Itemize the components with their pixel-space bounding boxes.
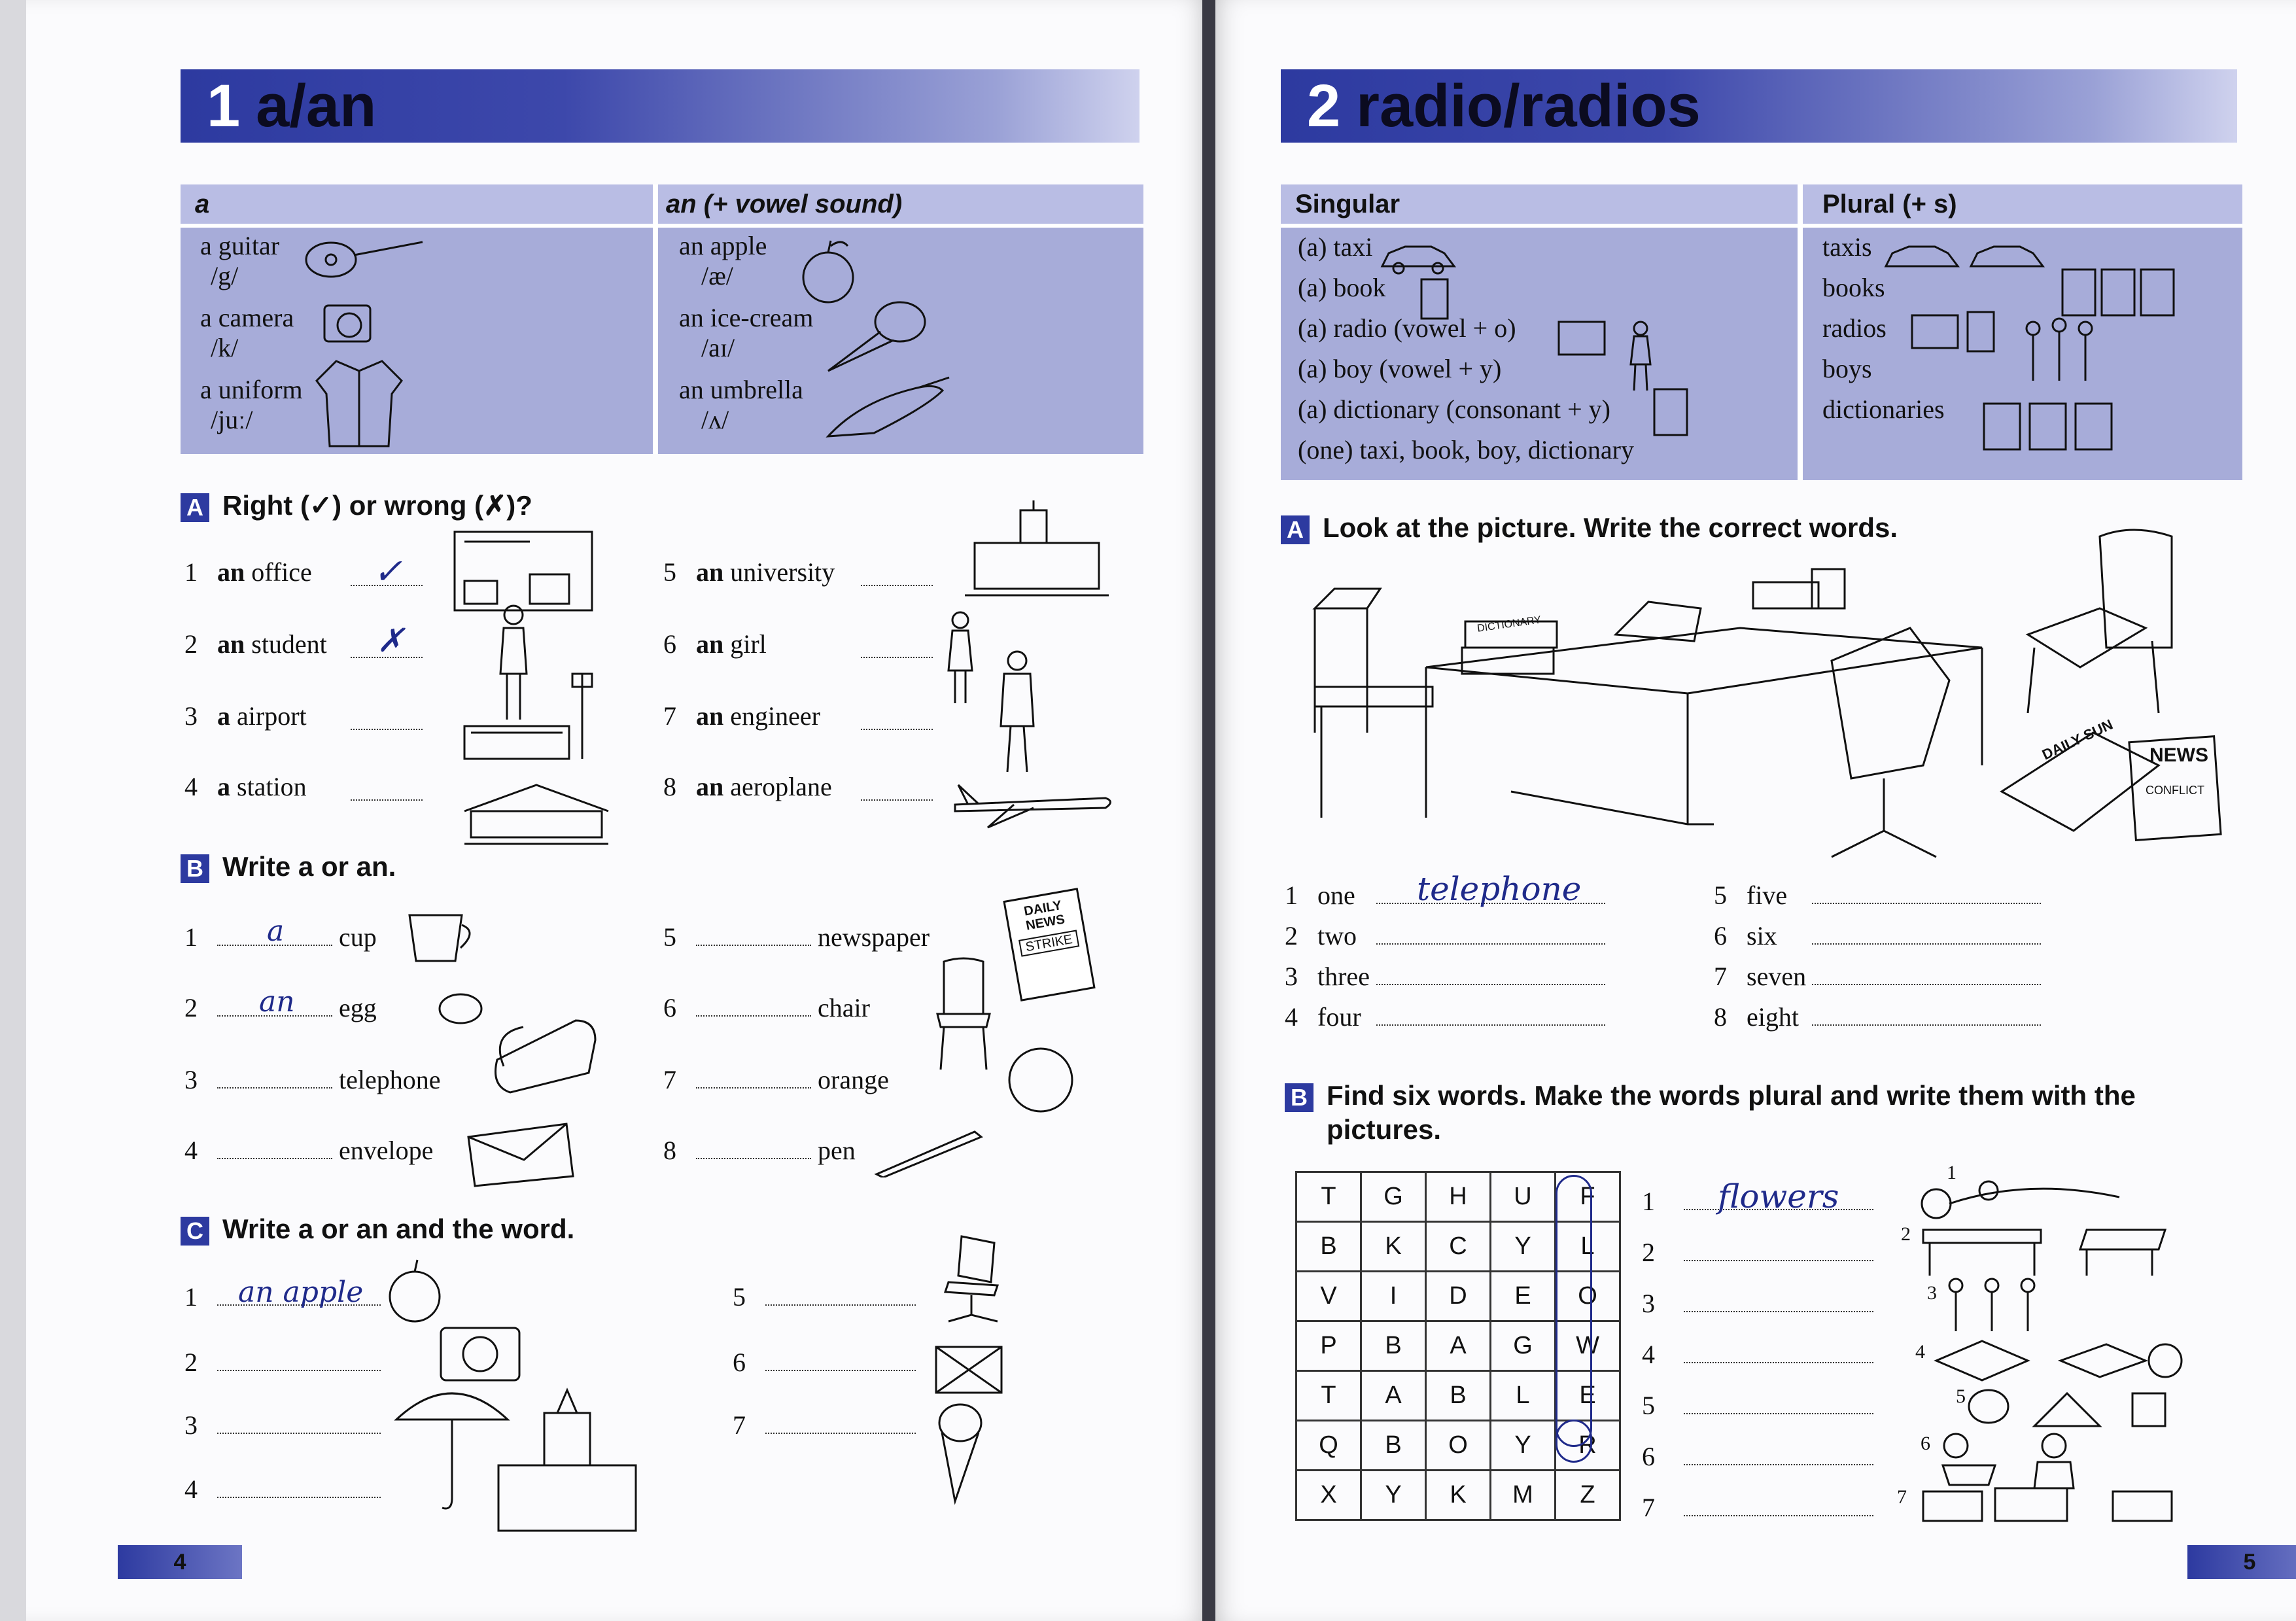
item-word: telephone <box>339 1065 441 1094</box>
taxis-picture <box>1883 237 2053 276</box>
singular-row-3: (a) radio (vowel + o) <box>1298 313 1516 343</box>
item-word: one <box>1317 880 1355 910</box>
grid-cell[interactable]: B <box>1361 1421 1426 1471</box>
item-word: four <box>1317 1002 1361 1032</box>
answer-blank-b4[interactable] <box>217 1136 332 1159</box>
exercise-a-item-7 <box>663 701 820 731</box>
item-number: 2 <box>184 993 198 1022</box>
grid-cell[interactable]: F <box>1556 1172 1620 1222</box>
item-number: 5 <box>1714 880 1727 910</box>
col-an-header: an (+ vowel sound) <box>666 190 903 218</box>
exercise-b-item-4 <box>184 1136 433 1166</box>
item-number: 2 <box>1285 921 1298 950</box>
ice-cream-picture <box>822 296 933 374</box>
videos-picture <box>1917 1485 2178 1531</box>
singular-row-1: (a) taxi <box>1298 232 1373 262</box>
item-article: an <box>217 629 245 659</box>
exercise-a-item-6 <box>663 629 767 659</box>
grid-cell[interactable]: O <box>1556 1272 1620 1321</box>
grid-cell[interactable]: W <box>1556 1321 1620 1371</box>
unit-title: a/an <box>256 73 377 139</box>
egg-picture <box>434 989 487 1028</box>
section-b-title: Write a or an. <box>222 851 396 882</box>
col-an-phon-1: /æ/ <box>701 261 733 290</box>
exercise-a-item-1 <box>184 557 312 587</box>
item-number: 3 <box>1642 1289 1655 1318</box>
grid-cell[interactable]: L <box>1491 1371 1556 1421</box>
item-number: 2 <box>1642 1238 1655 1267</box>
dictionary-spine-label: DICTIONARY <box>1476 614 1542 635</box>
item-word: envelope <box>339 1136 434 1165</box>
grid-cell[interactable]: P <box>1296 1321 1361 1371</box>
singular-row-2: (a) book <box>1298 273 1386 302</box>
picture-number: 3 <box>1927 1282 1937 1304</box>
answer-blank-rb[interactable] <box>1684 1493 1873 1516</box>
exercise-a-item-8 <box>663 772 832 802</box>
grid-cell[interactable]: T <box>1296 1371 1361 1421</box>
exercise-b-item-3 <box>184 1065 441 1095</box>
section-a-badge: A <box>181 493 209 522</box>
item-number: 6 <box>1642 1442 1655 1471</box>
radios-boys-picture <box>1909 309 2105 387</box>
answer-blank-ra7[interactable] <box>1812 962 2041 985</box>
item-word: girl <box>730 629 767 659</box>
section-b-title-line1: Find six words. Make the words plural and write them with the <box>1327 1080 2136 1111</box>
conflict-label: CONFLICT <box>2146 784 2204 797</box>
item-word: airport <box>237 701 307 731</box>
exercise-b-right-item <box>1642 1442 1873 1472</box>
item-number: 4 <box>184 1474 198 1504</box>
answer-blank-ra8[interactable] <box>1812 1002 2041 1026</box>
item-article: a <box>217 772 230 801</box>
item-word: three <box>1317 962 1370 991</box>
exercise-b-right-item <box>1642 1340 1873 1370</box>
column-divider <box>653 184 658 454</box>
plural-row-5: dictionaries <box>1822 394 1945 424</box>
item-article: an <box>696 772 724 801</box>
section-b-heading-right <box>1285 1079 2136 1112</box>
answer-blank-rb[interactable] <box>1684 1442 1873 1465</box>
unit-1-title-band <box>181 69 1139 143</box>
item-number: 8 <box>1714 1002 1727 1032</box>
answer-blank-a6[interactable] <box>861 635 933 658</box>
col-a-phon-3: /juː/ <box>211 405 253 434</box>
cup-picture <box>403 905 481 971</box>
unit-number: 2 <box>1307 73 1341 139</box>
item-number: 7 <box>733 1410 746 1440</box>
grid-cell[interactable]: B <box>1361 1321 1426 1371</box>
handwritten-answer-ra1: telephone <box>1417 870 1582 908</box>
grid-cell[interactable]: A <box>1426 1321 1491 1371</box>
university-picture <box>962 497 1112 608</box>
col-a-phon-1: /g/ <box>211 261 239 290</box>
item-word: pen <box>818 1136 856 1165</box>
chair-picture <box>928 955 1000 1073</box>
item-word: university <box>730 557 835 587</box>
grid-cell[interactable]: L <box>1556 1222 1620 1272</box>
office-picture <box>451 529 595 614</box>
col-an-phon-2: /aɪ/ <box>701 333 735 362</box>
exercise-a-item-5 <box>663 557 835 587</box>
answer-blank-rb[interactable] <box>1684 1391 1873 1414</box>
section-b-heading <box>181 850 396 883</box>
grid-cell[interactable]: U <box>1491 1172 1556 1222</box>
grid-cell[interactable]: Z <box>1556 1471 1620 1520</box>
plural-row-4: boys <box>1822 354 1872 383</box>
page-number-left: 4 <box>118 1545 242 1579</box>
section-b-badge-right: B <box>1285 1083 1313 1112</box>
exercise-a-item-2 <box>184 629 327 659</box>
grammar-box-header <box>181 184 1143 228</box>
picture-number: 5 <box>1956 1386 1966 1407</box>
newspaper-masthead: DAILY NEWS <box>1022 898 1066 933</box>
picture-number: 4 <box>1915 1341 1925 1363</box>
cross-mark: ✗ <box>377 621 404 659</box>
exercise-c-item-3 <box>184 1410 381 1440</box>
handwritten-answer-b1: a <box>267 915 285 948</box>
grid-cell[interactable]: B <box>1426 1371 1491 1421</box>
exercise-a-right-item-6 <box>1714 921 2041 951</box>
unit-number: 1 <box>207 73 241 139</box>
answer-blank-ra5[interactable] <box>1812 880 2041 904</box>
umbrella-picture <box>822 374 952 446</box>
answer-blank-ra3[interactable] <box>1376 962 1605 985</box>
book-picture <box>1418 276 1451 322</box>
grid-cell[interactable]: I <box>1361 1272 1426 1321</box>
unit-title: radio/radios <box>1356 73 1701 139</box>
exercise-a-right-item-8 <box>1714 1002 2041 1032</box>
guitar-picture <box>298 230 429 283</box>
picture-number: 1 <box>1947 1162 1957 1183</box>
grid-cell[interactable]: V <box>1296 1272 1361 1321</box>
item-number: 3 <box>184 1065 198 1094</box>
section-a-title-right: Look at the picture. Write the correct words. <box>1323 512 1898 543</box>
answer-blank-c5[interactable] <box>765 1282 916 1306</box>
section-a-badge-right: A <box>1281 515 1310 544</box>
grid-cell[interactable]: B <box>1296 1222 1361 1272</box>
plural-row-2: books <box>1822 273 1885 302</box>
col-a-header: a <box>195 190 210 218</box>
exercise-a-right-item-3 <box>1285 962 1605 992</box>
grid-cell[interactable]: X <box>1296 1471 1361 1520</box>
university-picture-c <box>492 1387 642 1537</box>
item-number: 6 <box>663 993 676 1022</box>
answer-blank-c2[interactable] <box>217 1348 381 1371</box>
item-number: 4 <box>184 772 198 801</box>
item-word: newspaper <box>818 922 930 952</box>
exercise-b-right-item <box>1642 1391 1873 1421</box>
item-article: a <box>217 701 230 731</box>
answer-blank-rb[interactable] <box>1684 1289 1873 1312</box>
exercise-b-right-item <box>1642 1238 1873 1268</box>
item-article: an <box>696 557 724 587</box>
item-article: an <box>696 629 724 659</box>
ice-cream-picture-c <box>934 1400 986 1505</box>
dictionary-picture <box>1651 386 1690 438</box>
item-word: egg <box>339 993 377 1022</box>
exercise-c-item-7 <box>733 1410 916 1440</box>
picture-number: 6 <box>1921 1433 1930 1454</box>
item-number: 7 <box>1714 962 1727 991</box>
item-number: 3 <box>184 701 198 731</box>
exercise-b-item-8 <box>663 1136 856 1166</box>
item-number: 5 <box>733 1282 746 1312</box>
exercise-c-item-5 <box>733 1282 916 1312</box>
singular-row-6: (one) taxi, book, boy, dictionary <box>1298 435 1634 464</box>
item-word: two <box>1317 921 1357 950</box>
item-number: 4 <box>1285 1002 1298 1032</box>
news-label: NEWS <box>2149 744 2208 766</box>
item-number: 1 <box>184 557 198 587</box>
item-number: 7 <box>663 701 676 731</box>
grid-cell[interactable]: Y <box>1361 1471 1426 1520</box>
item-number: 3 <box>184 1410 198 1440</box>
item-number: 4 <box>184 1136 198 1165</box>
airport-picture <box>458 667 608 765</box>
item-word: station <box>237 772 307 801</box>
item-number: 2 <box>184 1348 198 1377</box>
singular-row-4: (a) boy (vowel + y) <box>1298 354 1502 383</box>
exercise-c-item-6 <box>733 1348 916 1378</box>
section-c-heading <box>181 1213 574 1246</box>
daily-sun-label: DAILY SUN <box>2039 716 2115 763</box>
grid-cell[interactable]: K <box>1361 1222 1426 1272</box>
singular-header: Singular <box>1295 190 1400 218</box>
grammar-box-plural <box>1281 184 2242 480</box>
column-divider <box>1798 184 1803 480</box>
engineer-picture <box>988 648 1047 778</box>
item-number: 8 <box>663 1136 676 1165</box>
item-word: eight <box>1747 1002 1799 1032</box>
grid-cell[interactable]: A <box>1361 1371 1426 1421</box>
word-circle-r <box>1556 1420 1592 1463</box>
exercise-a-item-4 <box>184 772 307 802</box>
col-a-word-1: a guitar <box>200 231 280 260</box>
item-number: 6 <box>733 1348 746 1377</box>
item-word: seven <box>1747 962 1807 991</box>
answer-blank-a3[interactable] <box>351 706 423 730</box>
answer-blank-c4[interactable] <box>217 1474 381 1498</box>
picture-number: 2 <box>1901 1223 1911 1245</box>
item-word: chair <box>818 993 870 1022</box>
plural-row-3: radios <box>1822 313 1887 343</box>
item-word: cup <box>339 922 377 952</box>
tables-picture <box>1917 1223 2178 1282</box>
grammar-box-a-an <box>181 184 1143 454</box>
item-number: 5 <box>663 922 676 952</box>
boys-picture <box>1943 1276 2047 1334</box>
singular-row-5: (a) dictionary (consonant + y) <box>1298 394 1610 424</box>
dictionaries-picture <box>1981 400 2125 453</box>
telephone-picture <box>484 1007 602 1099</box>
item-number: 2 <box>184 629 198 659</box>
envelope-picture <box>462 1117 580 1189</box>
exercise-a-item-3 <box>184 701 307 731</box>
page-number-right: 5 <box>2187 1545 2296 1579</box>
item-number: 6 <box>663 629 676 659</box>
item-word: student <box>251 629 327 659</box>
item-number: 5 <box>1642 1391 1655 1420</box>
item-number: 8 <box>663 772 676 801</box>
grid-cell[interactable]: E <box>1556 1371 1620 1421</box>
taxi-picture <box>1379 237 1457 276</box>
answer-blank-b3[interactable] <box>217 1065 332 1089</box>
answer-blank-ra4[interactable] <box>1376 1002 1605 1026</box>
item-word: six <box>1747 921 1777 950</box>
answer-blank-a4[interactable] <box>351 777 423 801</box>
handwritten-answer-b2: an <box>259 985 295 1019</box>
exercise-a-right-item-5 <box>1714 880 2041 911</box>
camera-picture <box>318 296 383 355</box>
office-chair-picture <box>935 1230 1007 1328</box>
aeroplane-picture <box>948 772 1119 831</box>
grid-cell[interactable]: R <box>1556 1421 1620 1471</box>
exercise-b-item-7 <box>663 1065 889 1095</box>
section-a-heading <box>181 489 532 522</box>
grid-cell[interactable]: Q <box>1296 1421 1361 1471</box>
answer-blank-rb[interactable] <box>1684 1238 1873 1261</box>
item-number: 1 <box>184 1282 198 1312</box>
item-number: 3 <box>1285 962 1298 991</box>
exercise-b-item-5 <box>663 922 930 952</box>
section-b-badge: B <box>181 854 209 883</box>
grid-cell[interactable]: Y <box>1491 1421 1556 1471</box>
col-a-word-2: a camera <box>200 303 294 332</box>
answer-blank-a5[interactable] <box>861 563 933 586</box>
answer-blank-ra6[interactable] <box>1812 921 2041 945</box>
handwritten-answer-rb1: flowers <box>1718 1177 1839 1215</box>
plural-header: Plural (+ s) <box>1822 190 1957 218</box>
bags-picture <box>1962 1374 2178 1433</box>
exercise-b-item-6 <box>663 993 870 1023</box>
grid-cell[interactable]: O <box>1426 1421 1491 1471</box>
item-number: 4 <box>1642 1340 1655 1369</box>
answer-blank-c6[interactable] <box>765 1348 916 1371</box>
exercise-a-right-item-2 <box>1285 921 1605 951</box>
grammar-box-header <box>1281 184 2242 228</box>
section-c-badge: C <box>181 1217 209 1246</box>
exercise-c-item-2 <box>184 1348 381 1378</box>
answer-blank-a8[interactable] <box>861 777 933 801</box>
grid-cell[interactable]: C <box>1426 1222 1491 1272</box>
answer-blank-c7[interactable] <box>765 1410 916 1434</box>
picture-number: 7 <box>1897 1486 1907 1508</box>
item-number: 1 <box>184 922 198 952</box>
pen-picture <box>870 1125 988 1177</box>
section-c-title: Write a or an and the word. <box>222 1213 575 1244</box>
exercise-b-right-item <box>1642 1493 1873 1523</box>
answer-blank-c3[interactable] <box>217 1410 381 1434</box>
col-a-word-3: a uniform <box>200 375 303 404</box>
item-word: engineer <box>730 701 820 731</box>
answer-blank-rb[interactable] <box>1684 1340 1873 1363</box>
envelope-picture-c <box>933 1344 1005 1396</box>
tick-mark: ✓ <box>373 551 403 592</box>
exercise-a-right-item-7 <box>1714 962 2041 992</box>
col-an-word-3: an umbrella <box>679 375 803 404</box>
answer-blank-a7[interactable] <box>861 706 933 730</box>
plural-row-1: taxis <box>1822 232 1872 262</box>
item-number: 1 <box>1642 1187 1655 1216</box>
item-number: 1 <box>1285 880 1298 910</box>
grid-cell[interactable]: K <box>1426 1471 1491 1520</box>
grid-row <box>1296 1471 1620 1520</box>
item-article: an <box>696 701 724 731</box>
col-an-word-2: an ice-cream <box>679 303 814 332</box>
orange-picture <box>1005 1044 1077 1116</box>
girl-picture <box>934 608 986 706</box>
col-an-phon-3: /ʌ/ <box>701 405 729 434</box>
grid-cell[interactable]: E <box>1491 1272 1556 1321</box>
section-b-title-line2: pictures. <box>1327 1114 1442 1145</box>
babies-picture <box>1930 1426 2100 1491</box>
item-number: 7 <box>663 1065 676 1094</box>
col-a-phon-2: /k/ <box>211 333 239 362</box>
grid-cell[interactable]: Y <box>1491 1222 1556 1272</box>
answer-blank-b6[interactable] <box>696 993 811 1017</box>
exercise-c-item-4 <box>184 1474 381 1505</box>
answer-blank-ra2[interactable] <box>1376 921 1605 945</box>
uniform-picture <box>310 355 408 453</box>
station-picture <box>458 778 615 850</box>
answer-blank-b5[interactable] <box>696 922 811 946</box>
newspaper-headline: STRIKE <box>1018 930 1079 956</box>
section-a-title: Right (✓) or wrong (✗)? <box>222 490 532 521</box>
item-number: 5 <box>663 557 676 587</box>
item-word: orange <box>818 1065 889 1094</box>
item-number: 7 <box>1642 1493 1655 1522</box>
grid-cell[interactable]: T <box>1296 1172 1361 1222</box>
grid-cell[interactable]: H <box>1426 1172 1491 1222</box>
exercise-b-right-item <box>1642 1289 1873 1319</box>
grid-cell[interactable]: G <box>1361 1172 1426 1222</box>
book-spine <box>1202 0 1215 1621</box>
radio-boy-picture <box>1556 309 1667 394</box>
item-number: 6 <box>1714 921 1727 950</box>
item-word: office <box>251 557 312 587</box>
item-word: five <box>1747 880 1788 910</box>
exercise-a-right-item-4 <box>1285 1002 1605 1032</box>
answer-blank-b8[interactable] <box>696 1136 811 1159</box>
grid-cell[interactable]: D <box>1426 1272 1491 1321</box>
grid-cell[interactable]: G <box>1491 1321 1556 1371</box>
item-article: an <box>217 557 245 587</box>
answer-blank-b7[interactable] <box>696 1065 811 1089</box>
grid-cell[interactable]: M <box>1491 1471 1556 1520</box>
item-word: aeroplane <box>730 772 832 801</box>
unit-2-title-band <box>1281 69 2237 143</box>
handwritten-answer-c1: an apple <box>238 1276 364 1309</box>
col-an-word-1: an apple <box>679 231 767 260</box>
word-circle-flower <box>1556 1175 1592 1447</box>
